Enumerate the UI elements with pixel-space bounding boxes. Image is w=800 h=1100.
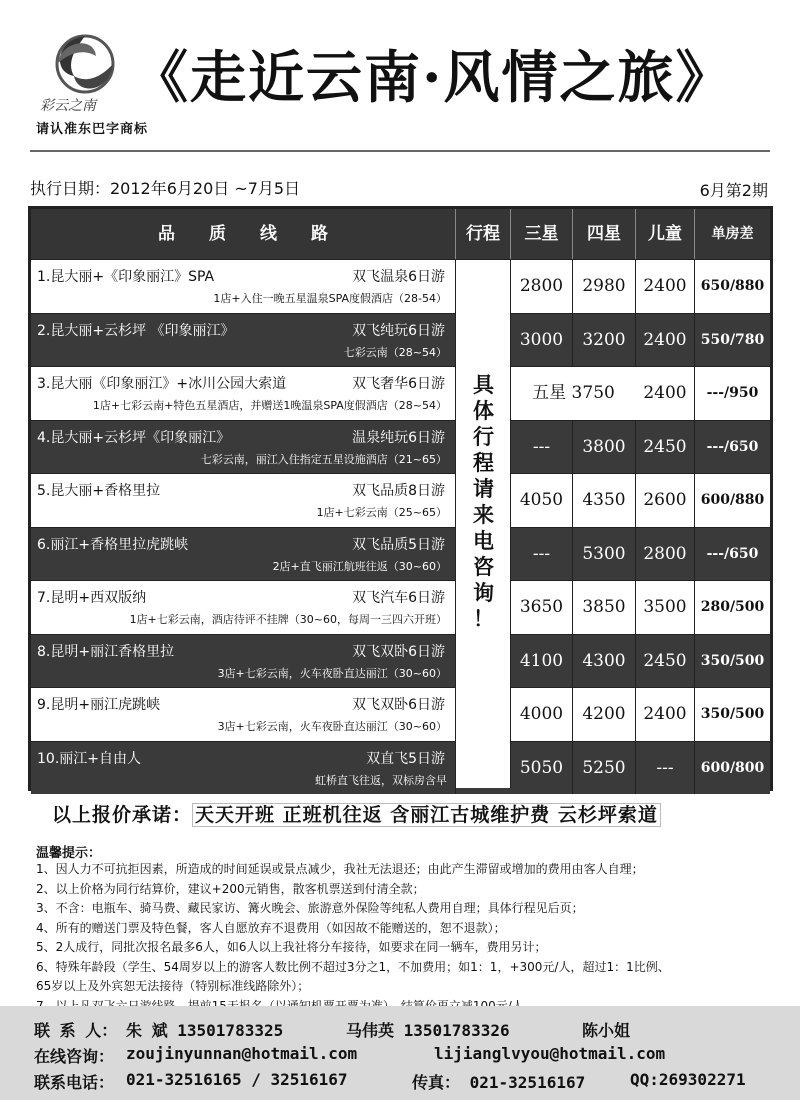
header-child: 儿童 bbox=[636, 209, 695, 259]
price-three-star: 3650 bbox=[511, 581, 573, 634]
phone-label: 联系电话： bbox=[34, 1073, 115, 1092]
route-note: 虹桥直飞往返，双标房含早 bbox=[315, 773, 447, 787]
header-divider bbox=[30, 150, 770, 152]
route-name: 4.昆大丽+云杉坪《印象丽江》 bbox=[37, 429, 231, 446]
promise-prefix: 以上报价承诺： bbox=[52, 804, 193, 826]
route-cell bbox=[31, 742, 456, 795]
route-name: 6.丽江+香格里拉虎跳峡 bbox=[37, 536, 189, 553]
route-name: 3.昆大丽《印象丽江》+冰川公园大索道 bbox=[37, 376, 287, 392]
price-single-supplement: 350/500 bbox=[700, 706, 765, 722]
contact-person-3: 陈小姐 bbox=[582, 1021, 631, 1040]
header-four-star: 四星 bbox=[573, 209, 636, 259]
route-trip-type: 温泉纯玩6日游 bbox=[352, 429, 445, 446]
price-single-supplement: 550/780 bbox=[700, 331, 765, 348]
header bbox=[0, 0, 800, 160]
price-child: 2600 bbox=[636, 474, 695, 527]
logo-swirl-icon bbox=[36, 30, 134, 116]
online-label: 在线咨询： bbox=[34, 1047, 115, 1066]
route-note: 七彩云南，丽江入住指定五星设施酒店（21~65） bbox=[200, 452, 447, 466]
price-child: 2400 bbox=[636, 314, 695, 367]
price-single-supplement: 650/880 bbox=[700, 278, 765, 294]
email-link-2[interactable]: lijianglvyou@hotmail.com bbox=[434, 1044, 666, 1063]
route-trip-type: 双直飞5日游 bbox=[366, 750, 445, 767]
trip-note-char: 电 bbox=[473, 529, 494, 553]
price-child: 3500 bbox=[636, 581, 695, 634]
table-row bbox=[31, 366, 770, 420]
price-child: 2400 bbox=[636, 367, 695, 420]
route-trip-type: 双飞品质8日游 bbox=[352, 483, 445, 499]
trip-note-char: 体 bbox=[473, 399, 494, 423]
header-trip: 行程 bbox=[456, 209, 511, 259]
price-three-star: 4050 bbox=[511, 474, 573, 527]
execution-date: 执行日期：2012年6月20日 ~7月5日 bbox=[30, 179, 301, 198]
route-note: 2店+直飞丽江航班往返（30~60） bbox=[272, 559, 447, 573]
route-note: 1店+入住一晚五星温泉SPA度假酒店（28-54） bbox=[213, 292, 447, 305]
price-single-supplement: ---/650 bbox=[706, 545, 759, 562]
trip-note-char: ！ bbox=[473, 607, 494, 631]
header-route: 品质线路 bbox=[31, 209, 456, 259]
table-row bbox=[31, 580, 770, 634]
price-single-supplement: 600/800 bbox=[700, 759, 765, 776]
route-note: 1店+七彩云南（25~65） bbox=[316, 506, 447, 519]
price-four-star: 4200 bbox=[573, 688, 636, 741]
price-three-star: 4000 bbox=[511, 688, 573, 741]
price-three-star: --- bbox=[511, 528, 573, 581]
table-header-row bbox=[31, 209, 770, 259]
trip-note bbox=[456, 372, 511, 632]
tip-item: 2、以上价格为同行结算价，建议+200元销售，散客机票送到付清全款； bbox=[36, 881, 425, 896]
route-note: 1店+七彩云南+特色五星酒店，并赠送1晚温泉SPA度假酒店（28~54） bbox=[92, 399, 447, 412]
price-three-star: 3000 bbox=[511, 314, 573, 367]
route-name: 2.昆大丽+云杉坪 《印象丽江》 bbox=[37, 322, 235, 339]
route-cell bbox=[31, 635, 456, 688]
table-row bbox=[31, 527, 770, 581]
tip-item: 6、特殊年龄段（学生、54周岁以上的游客人数比例不超过3分之1，不加费用；如1：1，+300元/人，超过1：1比例、 bbox=[36, 959, 670, 974]
route-note: 3店+七彩云南，火车夜卧直达丽江（30~60） bbox=[217, 666, 447, 680]
route-trip-type: 双飞汽车6日游 bbox=[352, 590, 445, 606]
phone-number: 021-32516165 / 32516167 bbox=[126, 1070, 348, 1089]
page-title: 《走近云南·风情之旅》 bbox=[132, 45, 734, 111]
trip-note-char: 咨 bbox=[473, 555, 494, 579]
route-cell bbox=[31, 314, 456, 367]
tip-item: 4、所有的赠送门票及特色餐，客人自愿放弃不退费用（如因故不能赠送的，恕不退款）； bbox=[36, 920, 506, 935]
route-trip-type: 双飞双卧6日游 bbox=[352, 643, 445, 660]
price-four-star: 2980 bbox=[573, 260, 636, 313]
logo-caption: 请认准东巴字商标 bbox=[36, 122, 149, 137]
route-name: 1.昆大丽+《印象丽江》SPA bbox=[37, 269, 215, 285]
table-row bbox=[31, 741, 770, 795]
price-three-star: --- bbox=[511, 421, 573, 474]
promise-content: 天天开班 正班机往返 含丽江古城维护费 云杉坪索道 bbox=[192, 803, 661, 827]
logo-text: 彩云之南 bbox=[40, 98, 96, 114]
tip-item: 1、因人力不可抗拒因素，所造成的时间延误或景点减少，我社无法退还；由此产生滞留或增加的费用由客人自理； bbox=[36, 862, 644, 876]
price-four-star: 3200 bbox=[573, 314, 636, 367]
price-single-supplement: 600/880 bbox=[700, 492, 765, 508]
header-three-star: 三星 bbox=[511, 209, 573, 259]
table-row bbox=[31, 420, 770, 474]
price-four-star: 4350 bbox=[573, 474, 636, 527]
route-name: 10.丽江+自由人 bbox=[37, 750, 141, 767]
price-single-supplement: ---/650 bbox=[706, 438, 759, 455]
route-cell bbox=[31, 367, 456, 420]
table-row bbox=[31, 473, 770, 527]
price-promise bbox=[52, 800, 661, 827]
trip-note-char: 行 bbox=[473, 425, 494, 449]
header-single-supplement: 单房差 bbox=[711, 226, 754, 242]
table-row bbox=[31, 259, 770, 313]
price-child: 2450 bbox=[636, 635, 695, 688]
route-note: 1店+七彩云南，酒店待评不挂牌（30~60，每周一三四六开班） bbox=[129, 613, 447, 626]
route-cell bbox=[31, 260, 456, 313]
price-single-supplement: ---/950 bbox=[706, 385, 759, 401]
route-cell bbox=[31, 688, 456, 741]
issue-number: 6月第2期 bbox=[699, 181, 768, 200]
price-child: --- bbox=[636, 742, 695, 795]
price-three-star: 4100 bbox=[511, 635, 573, 688]
price-four-star: 5250 bbox=[573, 742, 636, 795]
route-trip-type: 双飞双卧6日游 bbox=[352, 697, 445, 713]
price-single-supplement: 350/500 bbox=[700, 652, 765, 669]
route-trip-type: 双飞奢华6日游 bbox=[352, 376, 445, 392]
trip-note-char: 程 bbox=[473, 451, 494, 475]
fax-number: 传真： 021-32516167 bbox=[412, 1073, 586, 1092]
contact-person-2: 马伟英 13501783326 bbox=[346, 1021, 510, 1040]
price-merged-cell: 五星 3750 bbox=[532, 383, 615, 403]
trip-note-char: 请 bbox=[473, 477, 494, 501]
route-name: 7.昆明+西双版纳 bbox=[37, 590, 147, 606]
route-note: 七彩云南（28~54） bbox=[343, 345, 447, 359]
price-four-star: 4300 bbox=[573, 635, 636, 688]
table-row bbox=[31, 634, 770, 688]
qq-number: QQ:269302271 bbox=[630, 1070, 746, 1089]
tip-item: 5、2人成行，同批次报名最多6人，如6人以上我社将分车接待，如要求在同一辆车，费用另计； bbox=[36, 940, 547, 954]
route-trip-type: 双飞品质5日游 bbox=[352, 536, 445, 553]
price-table bbox=[28, 206, 773, 791]
contact-label: 联 系 人： bbox=[34, 1021, 118, 1040]
route-name: 8.昆明+丽江香格里拉 bbox=[37, 643, 175, 660]
route-note: 3店+七彩云南，火车夜卧直达丽江（30~60） bbox=[217, 720, 447, 733]
price-four-star: 3800 bbox=[573, 421, 636, 474]
price-four-star: 3850 bbox=[573, 581, 636, 634]
price-single-supplement: 280/500 bbox=[700, 599, 765, 615]
table-row bbox=[31, 313, 770, 367]
route-cell bbox=[31, 421, 456, 474]
contact-footer bbox=[0, 1006, 800, 1100]
trip-note-char: 具 bbox=[473, 373, 494, 397]
tips-list bbox=[36, 860, 776, 1016]
price-three-star: 5050 bbox=[511, 742, 573, 795]
trip-column bbox=[456, 259, 511, 788]
tip-item: 3、不含：电瓶车、骑马费、藏民家访、篝火晚会、旅游意外保险等纯私人费用自理；具体行程见后页； bbox=[36, 901, 584, 915]
price-four-star: 5300 bbox=[573, 528, 636, 581]
route-name: 5.昆大丽+香格里拉 bbox=[37, 483, 161, 499]
price-child: 2400 bbox=[636, 688, 695, 741]
tip-item: 65岁以上及外宾恕无法接待（特别标准线路除外）； bbox=[36, 979, 310, 993]
route-cell bbox=[31, 528, 456, 581]
trip-note-char: 询 bbox=[473, 581, 494, 605]
price-child: 2400 bbox=[636, 260, 695, 313]
route-cell bbox=[31, 581, 456, 634]
price-child: 2450 bbox=[636, 421, 695, 474]
table-row bbox=[31, 687, 770, 741]
email-link-1[interactable]: zoujinyunnan@hotmail.com bbox=[126, 1044, 358, 1063]
contact-person-1: 朱 斌 13501783325 bbox=[126, 1021, 284, 1040]
price-child: 2800 bbox=[636, 528, 695, 581]
trip-note-char: 来 bbox=[473, 503, 494, 527]
route-name: 9.昆明+丽江虎跳峡 bbox=[37, 697, 161, 713]
tips-title: 温馨提示： bbox=[36, 846, 102, 861]
route-trip-type: 双飞纯玩6日游 bbox=[352, 322, 445, 339]
price-three-star: 2800 bbox=[511, 260, 573, 313]
route-cell bbox=[31, 474, 456, 527]
route-trip-type: 双飞温泉6日游 bbox=[352, 269, 445, 285]
